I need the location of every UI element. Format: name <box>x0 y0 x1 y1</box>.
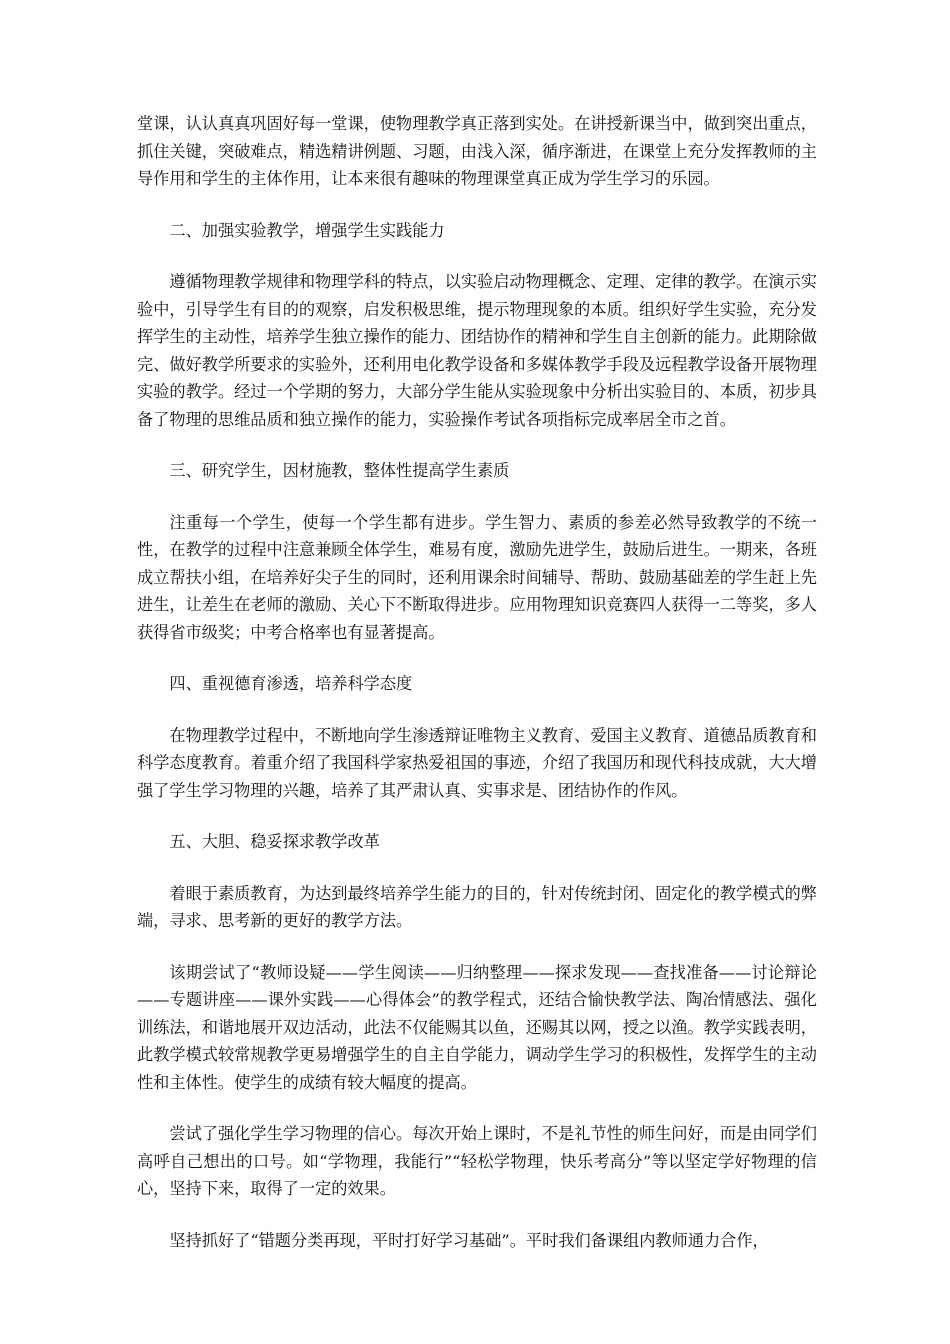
section-heading-3: 三、研究学生，因材施教，整体性提高学生素质 <box>169 461 510 480</box>
spacer <box>137 804 817 828</box>
spacer <box>137 433 817 457</box>
section-heading-2: 二、加强实验教学，增强学生实践能力 <box>169 220 445 240</box>
spacer <box>137 856 817 880</box>
paragraph-reform: 着眼于素质教育，为达到最终培养学生能力的目的，针对传统封闭、固定化的教学模式的弊端，寻求、思考新的更好的教学方法。 <box>137 883 817 930</box>
paragraph-error-review: 坚持抓好了“错题分类再现，平时打好学习基础”。平时我们备课组内教师通力合作， <box>169 1230 769 1250</box>
spacer <box>137 193 817 217</box>
paragraph-continued: 堂课，认认真真巩固好每一堂课，使物理教学真正落到实处。在讲授新课当中，做到突出重点，抓住关键，突破难点，精选精讲例题、习题，由浅入深，循序渐进，在课堂上充分发挥教师的主导作用和学生的主体作用，让本来很有趣味的物理课堂真正成为学生学习的乐园。 <box>137 114 817 188</box>
section-heading-4: 四、重视德育渗透，培养科学态度 <box>169 674 413 693</box>
spacer <box>137 485 817 509</box>
paragraph-teaching-program: 该期尝试了“教师设疑——学生阅读——归纳整理——探求发现——查找准备——讨论辩论——专题讲座——课外实践——心得体会”的教学程式，还结合愉快教学法、陶冶情感法、强化训练法，和谐地展开双边活动，此法不仅能赐其以鱼，还赐其以网，授之以渔。教学实践表明，此教学模式较常规教学更易增强学生的自主自学能力，调动学生学习的积极性，发挥学生的主动性和主体性。使学生的成绩有较大幅度的提高。 <box>137 962 817 1092</box>
spacer <box>137 1203 817 1227</box>
paragraph-experiment: 遵循物理教学规律和物理学科的特点，以实验启动物理概念、定理、定律的教学。在演示实验中，引导学生有目的的观察，启发积极思维，提示物理现象的本质。组织好学生实验，充分发挥学生的主动性，培养学生独立操作的能力、团结协作的精神和学生自主创新的能力。此期除做完、做好教学所要求的实验外，还利用电化教学设备和多媒体教学手段及远程教学设备开展物理实验的教学。经过一个学期的努力，大部分学生能从实验现象中分析出实验目的、本质，初步具备了物理的思维品质和独立操作的能力，实验操作考试各项指标完成率居全市之首。 <box>137 272 817 429</box>
document-page <box>137 110 817 1254</box>
section-heading-5: 五、大胆、稳妥探求教学改革 <box>169 832 380 851</box>
spacer <box>137 698 817 722</box>
spacer <box>137 935 817 959</box>
spacer <box>137 1096 817 1120</box>
paragraph-confidence: 尝试了强化学生学习物理的信心。每次开始上课时，不是礼节性的师生问好，而是由同学们高呼自己想出的口号。如“学物理，我能行”“轻松学物理，快乐考高分”等以坚定学好物理的信心，坚持下来，取得了一定的效果。 <box>137 1124 817 1198</box>
spacer <box>137 646 817 670</box>
paragraph-moral: 在物理教学过程中，不断地向学生渗透辩证唯物主义教育、爱国主义教育、道德品质教育和科学态度教育。着重介绍了我国科学家热爱祖国的事迹，介绍了我国历和现代科技成就，大大增强了学生学习物理的兴趣，培养了其严肃认真、实事求是、团结协作的作风。 <box>137 725 817 800</box>
paragraph-students: 注重每一个学生，使每一个学生都有进步。学生智力、素质的参差必然导致教学的不统一性，在教学的过程中注意兼顾全体学生，难易有度，激励先进学生，鼓励后进生。一期来，各班成立帮扶小组，在培养好尖子生的同时，还利用课余时间辅导、帮助、鼓励基础差的学生赶上先进生，让差生在老师的激励、关心下不断取得进步。应用物理知识竞赛四人获得一二等奖，多人获得省市级奖；中考合格率也有显著提高。 <box>137 512 817 642</box>
spacer <box>137 244 817 268</box>
